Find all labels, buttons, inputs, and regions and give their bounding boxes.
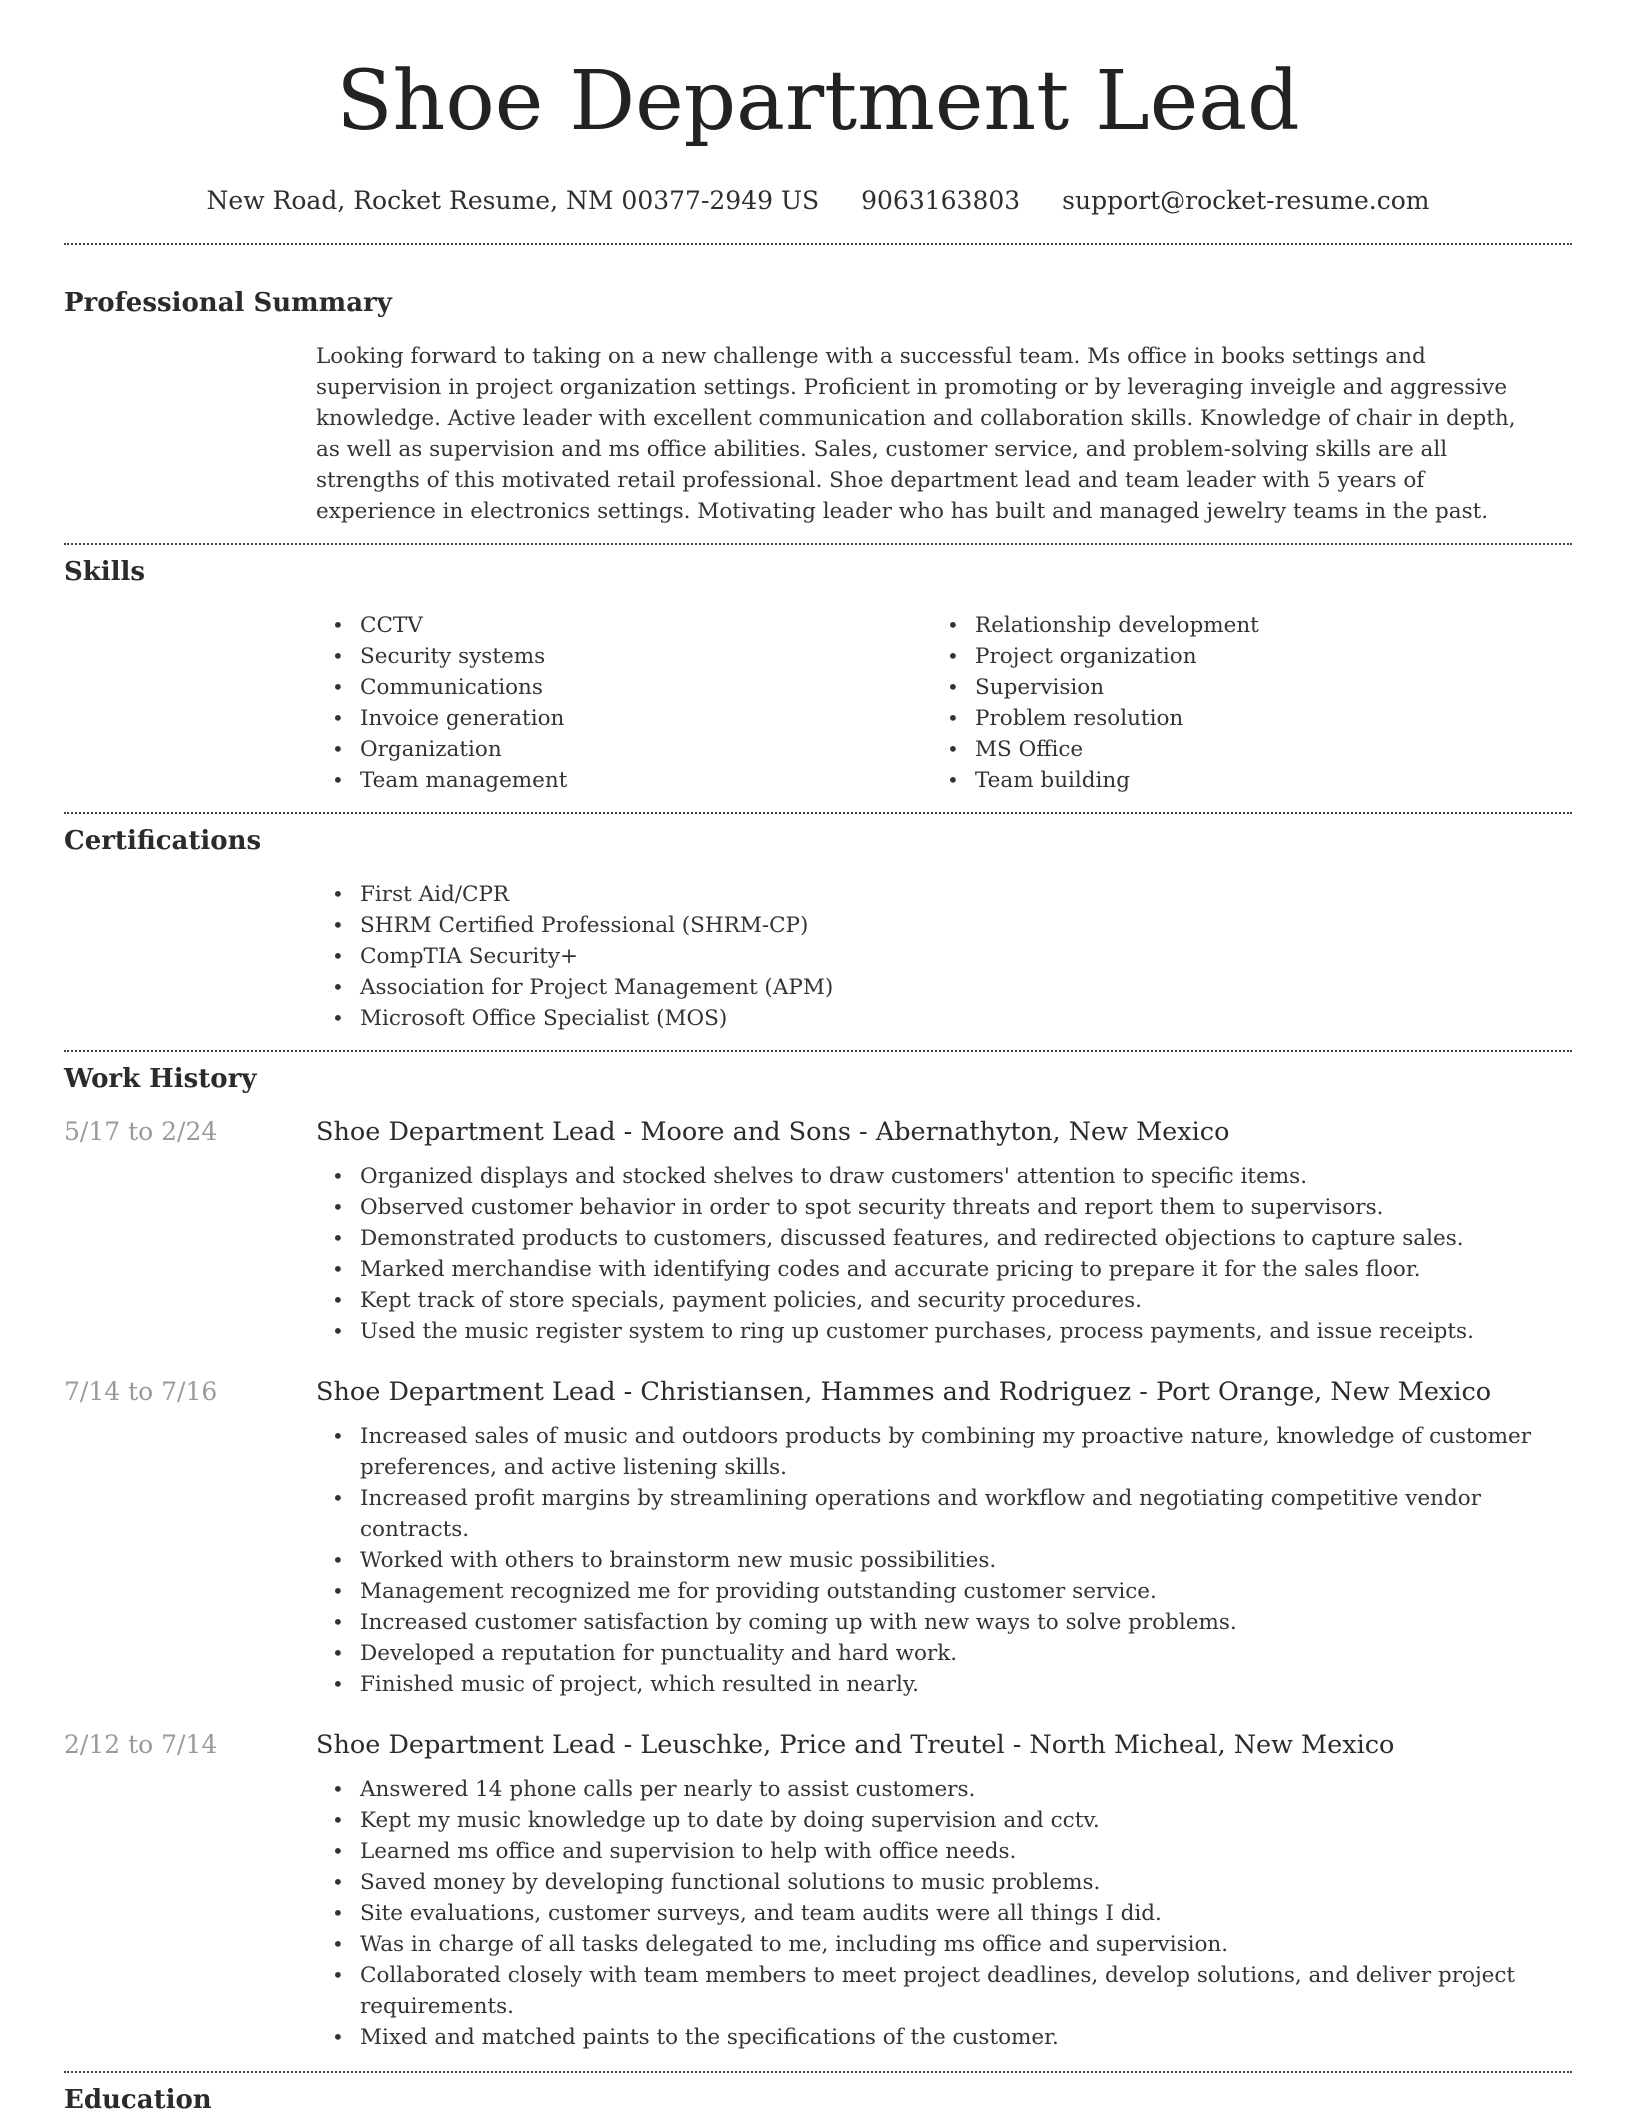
job-duty: • Developed a reputation for punctuality and hard work. xyxy=(316,1638,1546,1669)
job-duties xyxy=(316,1161,1546,1347)
skills-divider xyxy=(64,812,1572,814)
skills-section xyxy=(64,556,1572,796)
job-duty: • Site evaluations, customer surveys, and team audits were all things I did. xyxy=(316,1898,1546,1929)
job-duty: • Finished music of project, which resulted in nearly. xyxy=(316,1669,1546,1700)
job-duty: • Management recognized me for providing outstanding customer service. xyxy=(316,1576,1546,1607)
job-duty: • Mixed and matched paints to the specifications of the customer. xyxy=(316,2022,1546,2053)
skill-item: • Invoice generation xyxy=(316,703,931,734)
certifications-section xyxy=(64,825,1572,1034)
skills-title: Skills xyxy=(64,557,146,587)
certification-item: • First Aid/CPR xyxy=(316,879,1546,910)
job-dates: 5/17 to 2/24 xyxy=(64,1117,218,1146)
work-history-section xyxy=(64,1063,1572,2053)
education-section xyxy=(64,2084,1572,2112)
job-header xyxy=(64,1117,1572,1147)
summary-title: Professional Summary xyxy=(64,288,392,318)
job-title: Shoe Department Lead - Christiansen, Hammes and Rodriguez - Port Orange, New Mexico xyxy=(316,1377,1492,1407)
skill-item: • Communications xyxy=(316,672,931,703)
job-duty: • Was in charge of all tasks delegated to me, including ms office and supervision. xyxy=(316,1929,1546,1960)
job-duties xyxy=(316,1774,1546,2053)
summary-section xyxy=(64,287,1572,527)
job-duty: • Increased sales of music and outdoors products by combining my proactive nature, knowledge of customer preferences, and active listening skills. xyxy=(316,1421,1546,1483)
skill-item: • Relationship development xyxy=(931,610,1546,641)
certifications-divider xyxy=(64,1050,1572,1052)
job-header xyxy=(64,1377,1572,1407)
work-history-divider xyxy=(64,2071,1572,2073)
job-duty: • Saved money by developing functional solutions to music problems. xyxy=(316,1867,1546,1898)
job-duty: • Organized displays and stocked shelves to draw customers' attention to specific items. xyxy=(316,1161,1546,1192)
job-duty: • Increased customer satisfaction by coming up with new ways to solve problems. xyxy=(316,1607,1546,1638)
contact-email: support@rocket-resume.com xyxy=(1062,186,1430,215)
job-duty: • Collaborated closely with team members to meet project deadlines, develop solutions, and deliver project requirements. xyxy=(316,1960,1546,2022)
job-duty: • Increased profit margins by streamlining operations and workflow and negotiating competitive vendor contracts. xyxy=(316,1483,1546,1545)
job-duties xyxy=(316,1421,1546,1700)
job-duty: • Marked merchandise with identifying codes and accurate pricing to prepare it for the sales floor. xyxy=(316,1254,1546,1285)
summary-divider xyxy=(64,543,1572,545)
skill-item: • Security systems xyxy=(316,641,931,672)
skill-item: • Supervision xyxy=(931,672,1546,703)
job-header xyxy=(64,1730,1572,1760)
job-duty: • Kept track of store specials, payment policies, and security procedures. xyxy=(316,1285,1546,1316)
job-dates: 7/14 to 7/16 xyxy=(64,1377,218,1406)
contact-address: New Road, Rocket Resume, NM 00377-2949 US xyxy=(206,186,820,215)
skills-right-column xyxy=(931,610,1546,796)
skill-item: • CCTV xyxy=(316,610,931,641)
skill-item: • Team building xyxy=(931,765,1546,796)
skill-item: • MS Office xyxy=(931,734,1546,765)
certifications-list xyxy=(316,879,1546,1034)
header-divider xyxy=(64,243,1572,245)
job-duty: • Demonstrated products to customers, discussed features, and redirected objections to capture sales. xyxy=(316,1223,1546,1254)
summary-text: Looking forward to taking on a new challenge with a successful team. Ms office in books settings and supervision in project organization settings. Proficient in promoting or by leveraging inveigle and aggressive knowledge. Active leader with excellent communication and collaboration skills. Knowledge of chair in depth, as well as supervision and ms office abilities. Sales, customer service, and problem-solving skills are all strengths of this motivated retail professional. Shoe department lead and team leader with 5 years of experience in electronics settings. Motivating leader who has built and managed jewelry teams in the past. xyxy=(316,344,1516,524)
certification-item: • Microsoft Office Specialist (MOS) xyxy=(316,1003,1546,1034)
job-duty: • Used the music register system to ring up customer purchases, process payments, and issue receipts. xyxy=(316,1316,1546,1347)
education-title: Education xyxy=(64,2085,212,2112)
job-title: Shoe Department Lead - Leuschke, Price and Treutel - North Micheal, New Mexico xyxy=(316,1730,1395,1760)
certification-item: • Association for Project Management (APM) xyxy=(316,972,1546,1003)
job-entry xyxy=(64,1730,1572,2053)
certification-item: • SHRM Certified Professional (SHRM-CP) xyxy=(316,910,1546,941)
skill-item: • Project organization xyxy=(931,641,1546,672)
job-title: Shoe Department Lead - Moore and Sons - Abernathyton, New Mexico xyxy=(316,1117,1230,1147)
resume-page xyxy=(64,0,1572,2112)
job-entry xyxy=(64,1377,1572,1700)
contact-line xyxy=(64,186,1572,216)
resume-name: Shoe Department Lead xyxy=(336,54,1300,149)
job-entry xyxy=(64,1117,1572,1347)
skill-item: • Problem resolution xyxy=(931,703,1546,734)
job-duty: • Learned ms office and supervision to help with office needs. xyxy=(316,1836,1546,1867)
job-duty: • Observed customer behavior in order to spot security threats and report them to supervisors. xyxy=(316,1192,1546,1223)
job-duty: • Kept my music knowledge up to date by doing supervision and cctv. xyxy=(316,1805,1546,1836)
skill-item: • Organization xyxy=(316,734,931,765)
job-dates: 2/12 to 7/14 xyxy=(64,1730,218,1759)
certifications-title: Certifications xyxy=(64,826,262,856)
skills-left-column xyxy=(316,610,931,796)
job-duty: • Answered 14 phone calls per nearly to assist customers. xyxy=(316,1774,1546,1805)
skills-list xyxy=(316,610,1546,796)
skill-item: • Team management xyxy=(316,765,931,796)
contact-phone: 9063163803 xyxy=(861,186,1021,215)
job-duty: • Worked with others to brainstorm new music possibilities. xyxy=(316,1545,1546,1576)
certification-item: • CompTIA Security+ xyxy=(316,941,1546,972)
work-history-title: Work History xyxy=(64,1064,257,1094)
